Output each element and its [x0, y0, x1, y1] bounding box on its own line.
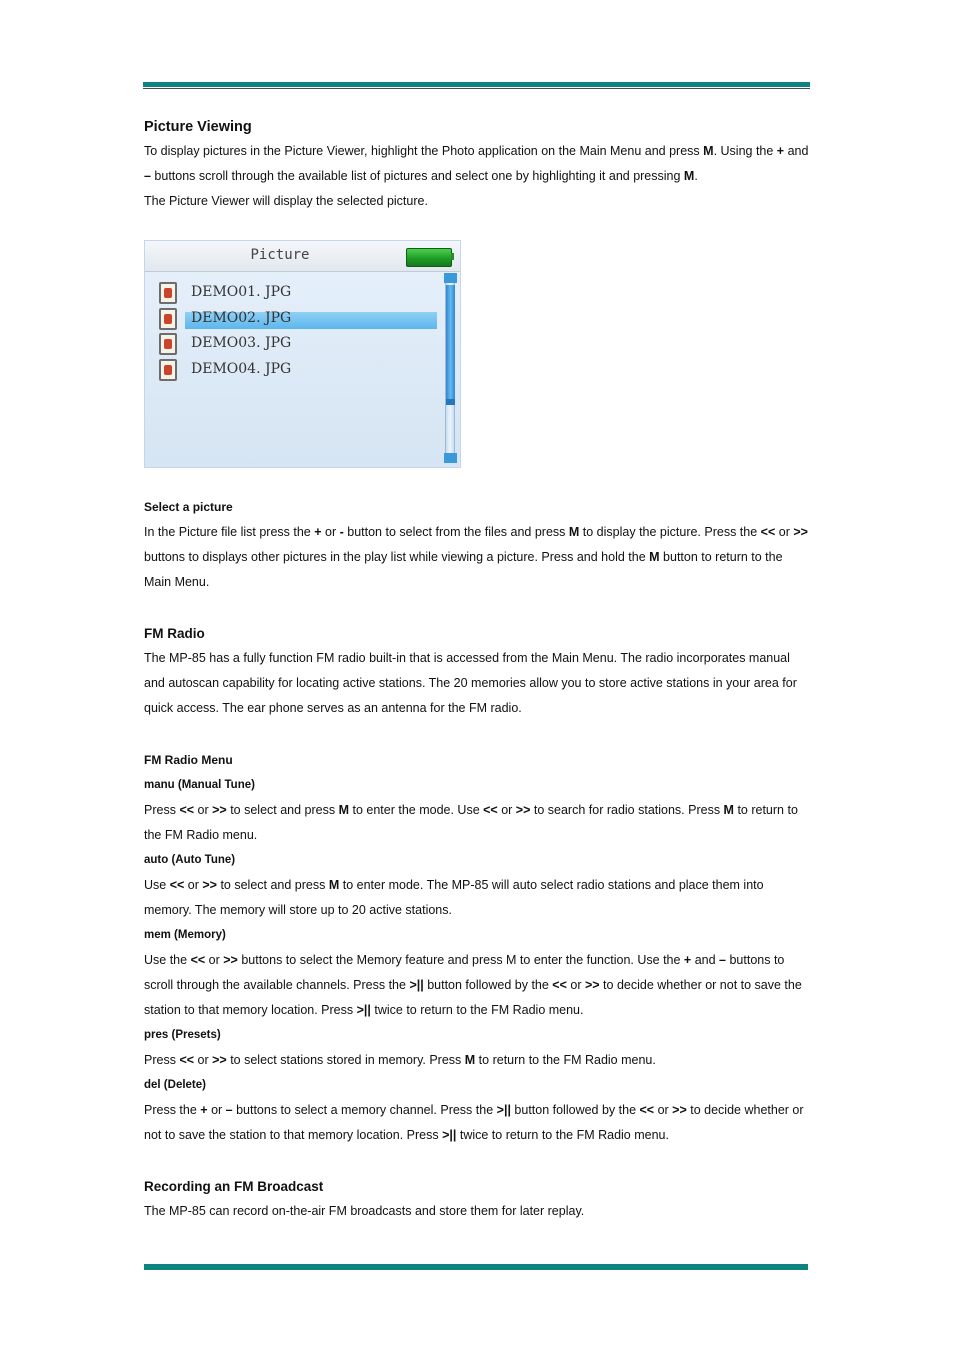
menu-item-mem-label: mem (Memory): [144, 929, 226, 941]
menu-item-del-label: del (Delete): [144, 1079, 206, 1091]
section-title-fm-radio-menu: FM Radio Menu: [144, 753, 233, 767]
section-title-picture-viewing: Picture Viewing: [144, 119, 252, 135]
page-content: [144, 115, 810, 1224]
header-rule-thin: [143, 88, 810, 89]
file-name: DEMO01. JPG: [191, 284, 292, 300]
file-item-selected[interactable]: [159, 307, 439, 331]
image-file-icon: [159, 333, 177, 355]
file-name: DEMO04. JPG: [191, 361, 292, 377]
battery-tip: [451, 253, 454, 260]
select-picture-paragraph: In the Picture file list press the + or - button to select from the files and press M to display the picture. Press the << or >> buttons to displays other pictures in the play list while viewing a picture. Press and hold the M button to return to the Main Menu.: [144, 525, 808, 589]
menu-item-manu-label: manu (Manual Tune): [144, 779, 255, 791]
scrollbar-thumb[interactable]: [446, 285, 455, 403]
header-rule: [143, 82, 810, 87]
scroll-down-arrow-icon[interactable]: [444, 453, 457, 463]
file-item[interactable]: [159, 358, 439, 382]
menu-item-auto-text: Use << or >> to select and press M to enter mode. The MP-85 will auto select radio stations and place them into memory. The memory will store up to 20 active stations.: [144, 878, 764, 917]
picture-viewer-screenshot: [144, 240, 461, 468]
file-item[interactable]: [159, 332, 439, 356]
recording-paragraph: The MP-85 can record on-the-air FM broadcasts and store them for later replay.: [144, 1204, 585, 1218]
file-item[interactable]: [159, 281, 439, 305]
scroll-up-arrow-icon[interactable]: [444, 273, 457, 283]
footer-rule: [144, 1264, 808, 1270]
image-file-icon: [159, 308, 177, 330]
battery-icon: [406, 248, 452, 267]
file-name: DEMO02. JPG: [191, 310, 292, 326]
image-file-icon: [159, 282, 177, 304]
fm-radio-paragraph: The MP-85 has a fully function FM radio built-in that is accessed from the Main Menu. The radio incorporates manual and autoscan capability for locating active stations. The 20 memories allow you to store active stations in your area for quick access. The ear phone serves as an antenna for the FM radio.: [144, 651, 797, 715]
menu-item-pres-text: Press << or >> to select stations stored in memory. Press M to return to the FM Radio menu.: [144, 1053, 656, 1067]
picture-viewing-paragraph: To display pictures in the Picture Viewer, highlight the Photo application on the Main Menu and press M. Using the + and – buttons scroll through the available list of pictures and select one by highlighting it and pressing M. The Picture Viewer will display the selected picture.: [144, 144, 809, 208]
menu-item-pres-label: pres (Presets): [144, 1029, 221, 1041]
section-title-recording: Recording an FM Broadcast: [144, 1179, 324, 1194]
menu-item-mem-text: Use the << or >> buttons to select the Memory feature and press M to enter the function. Use the + and – buttons to scroll through the available channels. Press the >|| button followed by the << or >> to decide whether or not to save the station to that memory location. Press >|| twice to return to the FM Radio menu.: [144, 953, 802, 1017]
menu-item-del-text: Press the + or – buttons to select a memory channel. Press the >|| button followed by the << or >> to decide whether or not to save the station to that memory location. Press >|| twice to return to the FM Radio menu.: [144, 1103, 804, 1142]
section-title-fm-radio: FM Radio: [144, 626, 205, 641]
device-title: Picture: [250, 247, 310, 263]
image-file-icon: [159, 359, 177, 381]
section-title-select-picture: Select a picture: [144, 500, 233, 514]
menu-item-manu-text: Press << or >> to select and press M to enter the mode. Use << or >> to search for radio stations. Press M to return to the FM Radio menu.: [144, 803, 798, 842]
file-name: DEMO03. JPG: [191, 335, 292, 351]
scrollbar-marker: [446, 399, 455, 405]
menu-item-auto-label: auto (Auto Tune): [144, 854, 236, 866]
